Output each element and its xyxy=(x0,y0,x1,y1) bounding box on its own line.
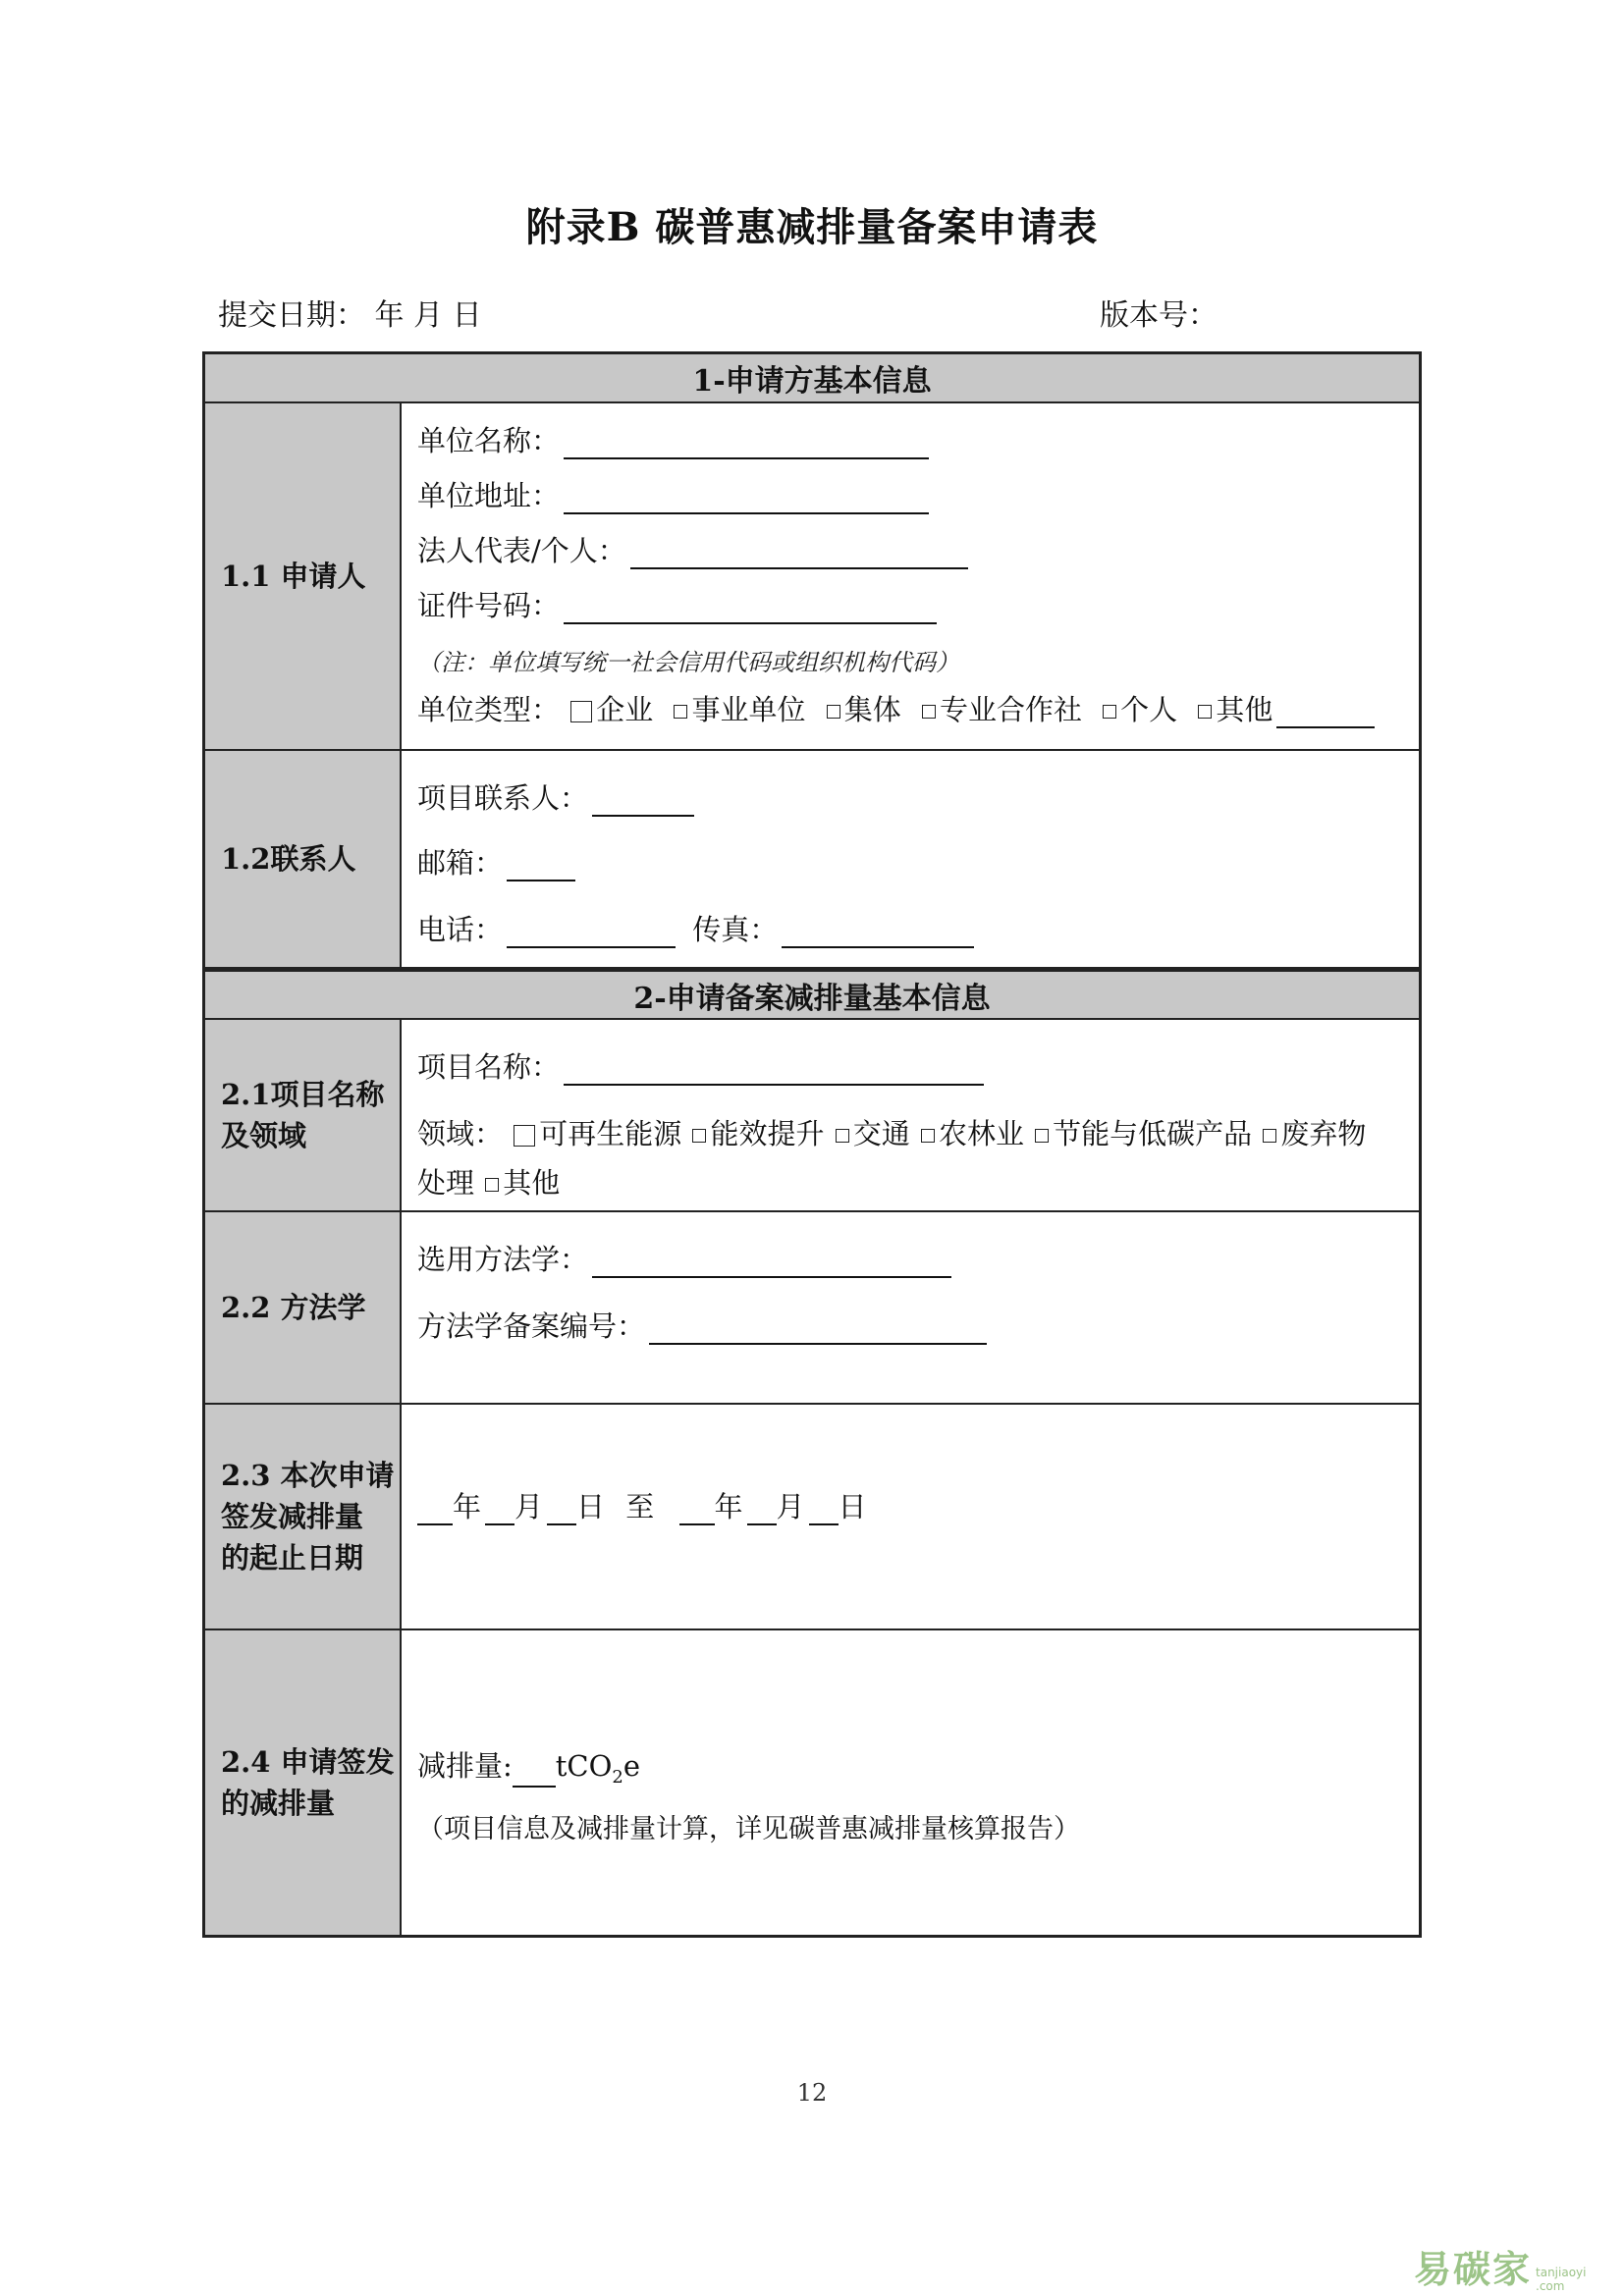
version-number: 版本号： xyxy=(1100,298,1218,333)
section2-header xyxy=(205,969,1419,1020)
methodology-filing-field[interactable] xyxy=(417,1305,987,1345)
field-option-lowcarbon-products[interactable] xyxy=(1033,1117,1252,1150)
unit-type-option-enterprise[interactable] xyxy=(568,693,653,726)
field-option-waste[interactable] xyxy=(1261,1117,1366,1150)
project-name-field[interactable] xyxy=(417,1045,984,1086)
period-label-text: 2.3 本次申请 签发减排量 的起止日期 xyxy=(221,1459,395,1575)
project-contact-label: 项目联系人： xyxy=(417,781,589,815)
day-label: 日 xyxy=(576,1490,606,1523)
watermark-sub1: tanjiaoyi xyxy=(1536,2266,1587,2279)
selected-methodology-field[interactable] xyxy=(417,1238,951,1278)
contact-content xyxy=(402,751,1419,967)
checkbox[interactable] xyxy=(1035,1129,1049,1143)
watermark-sub2: .com xyxy=(1536,2279,1565,2293)
unit-type-option-individual[interactable] xyxy=(1101,693,1177,726)
methodology-label xyxy=(205,1212,402,1403)
field-label: 领域： xyxy=(417,1117,504,1150)
selected-methodology-blank[interactable] xyxy=(592,1247,951,1278)
amount-note: （项目信息及减排量计算，详见碳普惠减排量核算报告） xyxy=(417,1814,1080,1844)
unit-address-field[interactable] xyxy=(417,474,929,514)
selected-methodology-label: 选用方法学： xyxy=(417,1243,589,1276)
contact-row xyxy=(205,751,1419,969)
project-row xyxy=(205,1020,1419,1212)
end-day-blank[interactable] xyxy=(809,1494,839,1525)
reduction-amount-field[interactable] xyxy=(417,1744,640,1788)
phone-blank[interactable] xyxy=(507,917,676,948)
period-label xyxy=(205,1405,402,1629)
field-options-line2 xyxy=(417,1161,560,1201)
checkbox[interactable] xyxy=(674,705,687,719)
to-label: 至 xyxy=(625,1490,655,1523)
field-option-efficiency[interactable] xyxy=(690,1117,824,1150)
end-month-blank[interactable] xyxy=(747,1494,777,1525)
option-label: 节能与低碳产品 xyxy=(1053,1117,1253,1150)
applicant-content xyxy=(402,403,1419,749)
legal-rep-label: 法人代表/个人： xyxy=(417,534,626,567)
checkbox[interactable] xyxy=(692,1129,706,1143)
checkbox[interactable] xyxy=(921,1129,935,1143)
checkbox[interactable] xyxy=(514,1125,535,1147)
email-blank[interactable] xyxy=(507,850,575,881)
option-label: 其他 xyxy=(1216,693,1273,726)
unit-type-option-institution[interactable] xyxy=(672,693,805,726)
month-label: 月 xyxy=(776,1490,805,1523)
checkbox[interactable] xyxy=(836,1129,849,1143)
year-label: 年 xyxy=(453,1490,482,1523)
id-note: （注：单位填写统一社会信用代码或组织机构代码） xyxy=(417,649,959,676)
unit-type-option-other[interactable] xyxy=(1196,693,1375,726)
contact-label-text: 1.2联系人 xyxy=(221,842,356,876)
field-waste-suffix: 处理 xyxy=(417,1166,475,1200)
page-number: 12 xyxy=(796,2079,828,2107)
checkbox[interactable] xyxy=(570,701,592,722)
option-label: 专业合作社 xyxy=(939,693,1082,726)
checkbox[interactable] xyxy=(1263,1129,1276,1143)
checkbox[interactable] xyxy=(485,1178,499,1192)
amount-label-text: 2.4 申请签发 的减排量 xyxy=(221,1745,395,1820)
reduction-blank[interactable] xyxy=(513,1756,556,1788)
methodology-filing-blank[interactable] xyxy=(649,1313,987,1345)
unit-name-field[interactable] xyxy=(417,419,929,459)
watermark-sub xyxy=(1536,2266,1586,2293)
watermark-text: 易碳家 xyxy=(1414,2248,1533,2291)
legal-rep-field[interactable] xyxy=(417,529,968,569)
checkbox[interactable] xyxy=(827,705,840,719)
fax-blank[interactable] xyxy=(782,917,974,948)
other-blank[interactable] xyxy=(1276,697,1375,728)
checkbox[interactable] xyxy=(1103,705,1116,719)
start-month-blank[interactable] xyxy=(485,1494,514,1525)
option-label: 事业单位 xyxy=(691,693,806,726)
start-year-blank[interactable] xyxy=(417,1494,453,1525)
month-label: 月 xyxy=(514,1490,544,1523)
option-label: 其他 xyxy=(503,1166,561,1200)
amount-content xyxy=(402,1630,1419,1935)
option-label: 企业 xyxy=(596,693,654,726)
checkbox[interactable] xyxy=(922,705,936,719)
unit-name-label: 单位名称： xyxy=(417,424,561,457)
phone-label: 电话： xyxy=(417,913,504,946)
unit-address-blank[interactable] xyxy=(564,483,929,514)
id-number-blank[interactable] xyxy=(564,593,937,624)
phone-fax-field[interactable] xyxy=(417,908,974,948)
watermark-logo xyxy=(1414,2248,1620,2293)
project-name-label: 项目名称： xyxy=(417,1050,561,1084)
applicant-label-text: 1.1 申请人 xyxy=(221,560,366,593)
checkbox[interactable] xyxy=(1198,705,1212,719)
methodology-filing-label: 方法学备案编号： xyxy=(417,1309,646,1343)
amount-row xyxy=(205,1630,1419,1935)
field-option-transport[interactable] xyxy=(834,1117,910,1150)
unit-name-blank[interactable] xyxy=(564,428,929,459)
section1-header-text: 1-申请方基本信息 xyxy=(692,364,932,399)
option-label: 交通 xyxy=(852,1117,910,1150)
field-option-renewable[interactable] xyxy=(512,1117,681,1150)
project-name-blank[interactable] xyxy=(564,1054,984,1086)
section1-header xyxy=(205,354,1419,403)
submit-date: 提交日期： 年 月 日 xyxy=(218,298,482,333)
unit-subscript: 2 xyxy=(612,1766,623,1788)
option-label: 可再生能源 xyxy=(539,1117,682,1150)
methodology-row xyxy=(205,1212,1419,1405)
option-label: 农林业 xyxy=(938,1117,1024,1150)
option-label: 能效提升 xyxy=(710,1117,825,1150)
year-label: 年 xyxy=(714,1490,743,1523)
period-dates[interactable] xyxy=(417,1485,867,1525)
applicant-row xyxy=(205,403,1419,751)
option-label: 废弃物 xyxy=(1280,1117,1367,1150)
legal-rep-blank[interactable] xyxy=(630,538,968,569)
email-label: 邮箱： xyxy=(417,846,504,880)
fax-label: 传真： xyxy=(692,913,779,946)
contact-label xyxy=(205,751,402,967)
methodology-label-text: 2.2 方法学 xyxy=(221,1291,366,1324)
project-contact-blank[interactable] xyxy=(592,785,694,817)
start-day-blank[interactable] xyxy=(547,1494,576,1525)
reduction-label: 减排量: xyxy=(417,1749,513,1783)
applicant-label xyxy=(205,403,402,749)
email-field[interactable] xyxy=(417,841,575,881)
option-label: 个人 xyxy=(1120,693,1178,726)
project-contact-field[interactable] xyxy=(417,776,694,817)
unit-type-field xyxy=(417,688,1375,728)
period-row xyxy=(205,1405,1419,1630)
unit-type-option-collective[interactable] xyxy=(825,693,901,726)
unit-address-label: 单位地址： xyxy=(417,479,561,512)
section2-header-text: 2-申请备案减排量基本信息 xyxy=(633,981,991,1016)
field-option-agroforestry[interactable] xyxy=(919,1117,1024,1150)
period-content xyxy=(402,1405,1419,1629)
id-number-label: 证件号码： xyxy=(417,589,561,622)
id-number-field[interactable] xyxy=(417,584,937,624)
page-title: 附录B 碳普惠减排量备案申请表 xyxy=(525,204,1099,250)
project-label xyxy=(205,1020,402,1210)
end-year-blank[interactable] xyxy=(679,1494,715,1525)
field-options-line1 xyxy=(417,1112,1366,1152)
unit-type-option-cooperative[interactable] xyxy=(920,693,1082,726)
methodology-content xyxy=(402,1212,1419,1403)
option-label: 集体 xyxy=(843,693,901,726)
field-option-other[interactable] xyxy=(483,1166,560,1200)
unit-e: e xyxy=(623,1749,641,1783)
project-content xyxy=(402,1020,1419,1210)
amount-label xyxy=(205,1630,402,1935)
project-label-text: 2.1项目名称 及领域 xyxy=(221,1078,385,1152)
unit-tco: tCO xyxy=(555,1749,613,1783)
unit-type-label: 单位类型： xyxy=(417,693,561,726)
day-label: 日 xyxy=(838,1490,867,1523)
application-form xyxy=(202,351,1422,1938)
